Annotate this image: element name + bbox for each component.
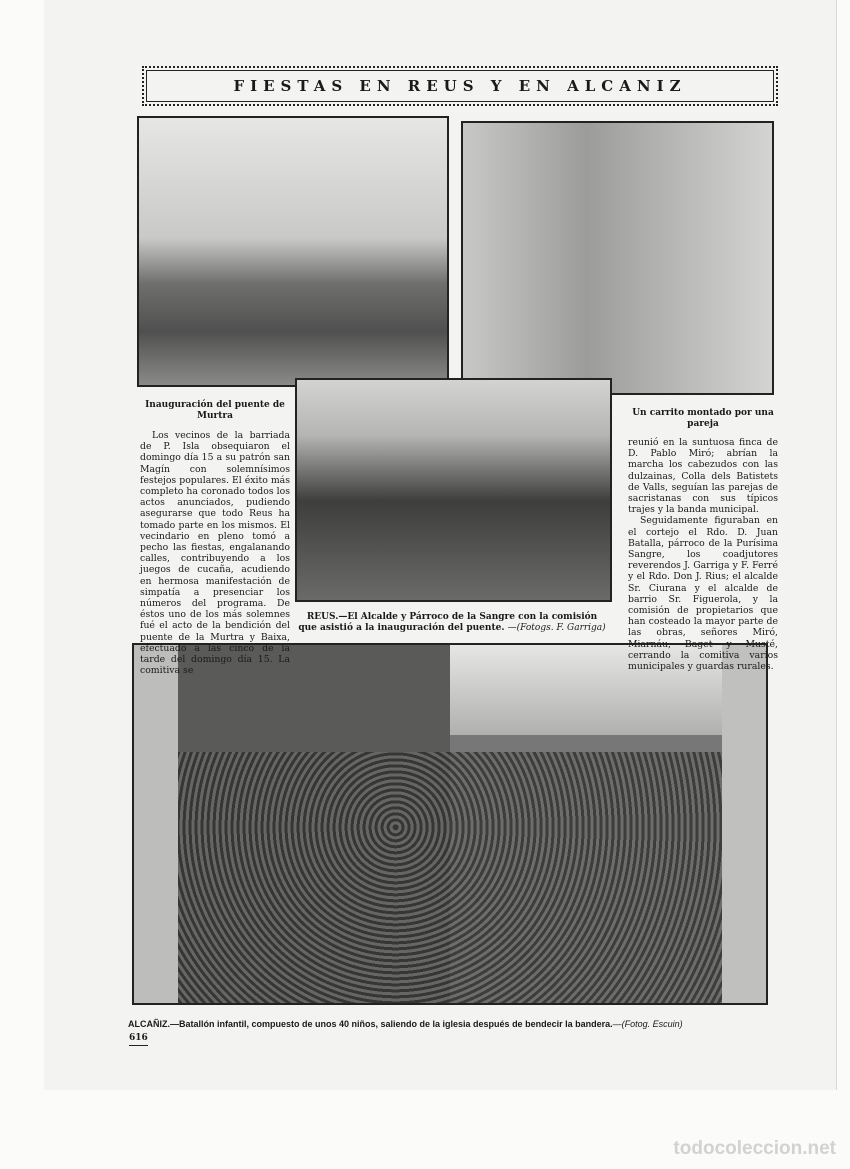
bottom-photo-caption [128,1019,768,1029]
photo-flower-cart [461,121,774,395]
right-article-column [628,437,778,672]
right-paragraph-1: reunió en la suntuosa finca de D. Pablo Miró; abrían la marcha los cabezudos con las dulzainas, Colla dels Batistets de Valls, seguían las parejas de sacristanas con sus típicos trajes y la banda municipal. [628,437,778,516]
left-paragraph: Los vecinos de la barriada de P. Isla obsequiaron el domingo día 15 a su patrón san Magín con solemnísimos festejos populares. El éxito más completo ha coronado todos los actos anunciados, pudiendo asegurarse que todo Reus ha tomado parte en los mismos. El vecindario en pleno tomó a pecho las fiestas, engalanando calles, contribuyendo a los juegos de cucaña, acudiendo en hermosa manifestación de simpatía a presenciar los números del programa. De éstos uno de los más solemnes fué el acto de la bendición del puente de la Murtra y Baixa, efectuado a las cinco de la tarde del domingo día 15. La comitiva se [140,430,290,677]
watermark: todocoleccion.net [673,1138,836,1159]
photo-commission-group [295,378,612,602]
page-number: 616 [129,1033,148,1046]
left-article-column [140,430,290,676]
bottom-caption-text: ALCAÑIZ.—Batallón infantil, compuesto de unos 40 niños, saliendo de la iglesia después de bendecir la bandera. [128,1019,613,1029]
center-photo-credit: —(Fotogs. F. Garriga) [507,623,606,633]
center-caption-text: REUS.—El Alcalde y Párroco de la Sangre con la comisión que asistió a la inauguración del puente. [298,612,598,633]
center-photo-caption [297,612,607,634]
photo-alcaniz-crowd [132,643,768,1005]
right-paragraph-2: Seguidamente figuraban en el cortejo el Rdo. D. Juan Batalla, párroco de la Purísima Sangre, los coadjutores reverendos J. Garriga y F. Ferré y el Rdo. Don J. Rius; el alcalde Sr. Ciurana y el alcalde de barrio Sr. Figuerola, y la comisión de propietarios que han costeado la mayor parte de las obras, señores Miró, Miarnáu, Baget y Musté, cerrando la comitiva varios municipales y guardas rurales. [628,515,778,673]
left-photo-caption: Inauguración del puente de Murtra [145,400,285,421]
bottom-photo-credit: —(Fotog. Escuin) [612,1019,683,1029]
right-photo-caption: Un carrito montado por una pareja [632,408,774,429]
page-title: FIESTAS EN REUS Y EN ALCANIZ [142,66,778,106]
photo-bridge-murtra [137,116,449,387]
